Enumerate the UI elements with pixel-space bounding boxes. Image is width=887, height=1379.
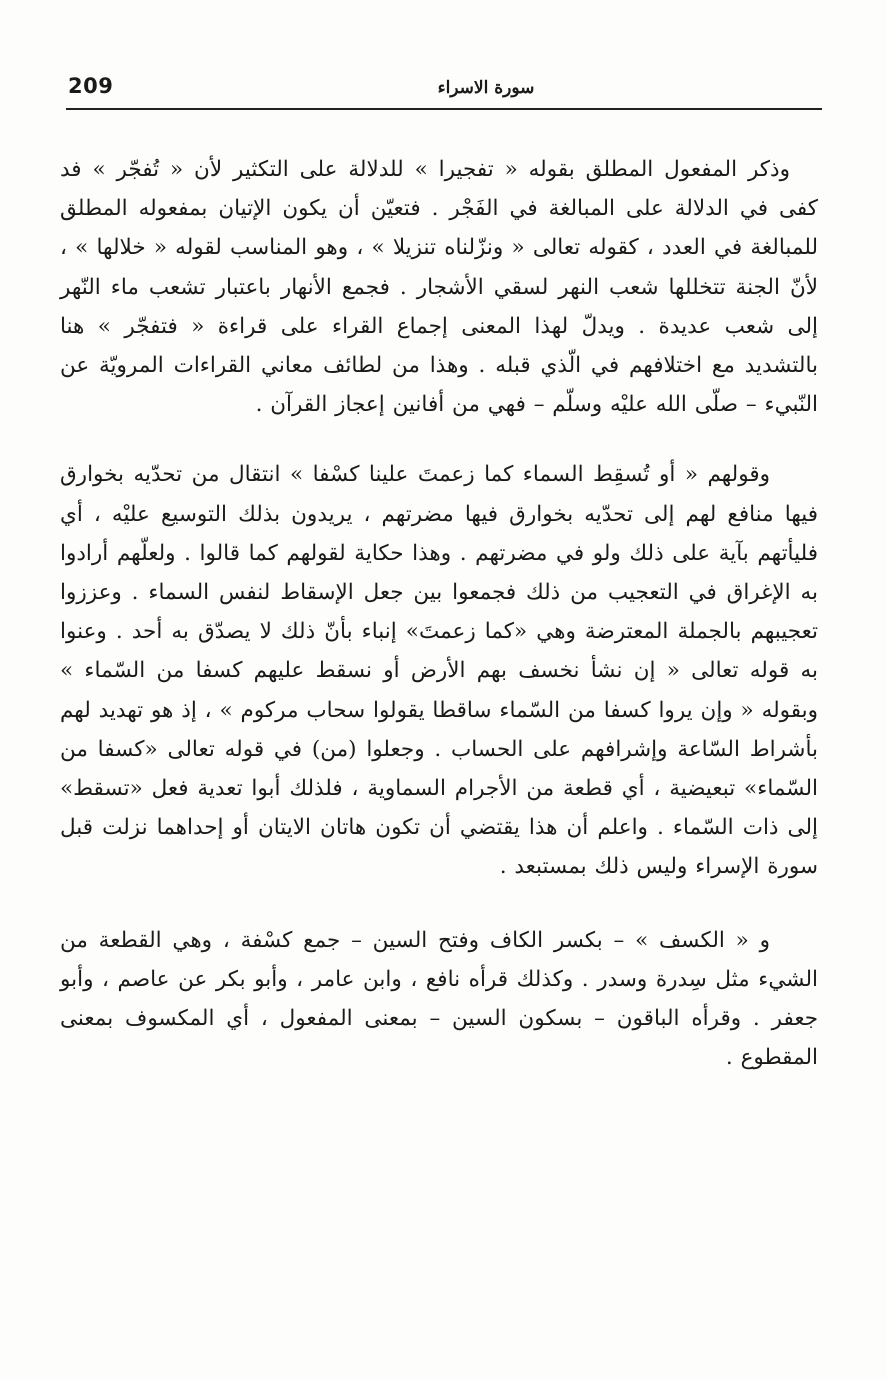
paragraph: وذكر المفعول المطلق بقوله « تفجيرا » للدلالة على التكثير لأن « تُفجّر » فد كفى في الدلالة على المبالغة في الفَجْر . فتعيّن أن يكون الإتيان بمفعوله المطلق للمبالغة في العدد ، كقوله تعالى « ونزّلناه تنزيلا » ، وهو المناسب لقوله « خلالها » ، لأنّ الجنة تتخللها شعب النهر لسقي الأشجار . فجمع الأنهار باعتبار تشعب ماء النّهر إلى شعب عديدة . ويدلّ لهذا المعنى إجماع القراء على قراءة « فتفجّر » هنا بالتشديد مع اختلافهم في الّذي قبله . وهذا من لطائف معاني القراءات المرويّة عن النّبيء – صلّى الله عليْه وسلّم – فهي من أفانين إعجاز القرآن . <box>60 157 818 418</box>
page-body <box>60 150 818 1077</box>
page-header <box>66 72 822 110</box>
paragraph: و « الكسف » – بكسر الكاف وفتح السين – جمع كسْفة ، وهي القطعة من الشيء مثل سِدرة وسدر . وكذلك قرأه نافع ، وابن عامر ، وأبو بكر عن عاصم ، وأبو جعفر . وقرأه الباقون – بسكون السين – بمعنى المفعول ، أي المكسوف بمعنى المقطوع . <box>60 927 818 1071</box>
running-title: سورة الاسراء <box>437 78 535 98</box>
paragraph: وقولهم « أو تُسقِط السماء كما زعمتَ علينا كسْفا » انتقال من تحدّيه بخوارق فيها منافع لهم إلى تحدّيه بخوارق فيها مضرتهم ، يريدون بذلك التوسيع عليْه ، أي فليأتهم بآية على ذلك ولو في مضرتهم . وهذا حكاية لقولهم كما قالوا . ولعلّهم أرادوا به الإغراق في التعجيب من ذلك فجمعوا بين جعل الإسقاط لنفس السماء . وعززوا تعجيبهم بالجملة المعترضة وهي «كما زعمتَ» إنباء بأنّ ذلك لا يصدّق به أحد . وعنوا به قوله تعالى « إن نشأ نخسف بهم الأرض أو نسقط عليهم كسفا من السّماء » وبقوله « وإن يروا كسفا من السّماء ساقطا يقولوا سحاب مركوم » ، إذ هو تهديد لهم بأشراط السّاعة وإشرافهم على الحساب . وجعلوا (من) في قوله تعالى «كسفا من السّماء» تبعيضية ، أي قطعة من الأجرام السماوية ، فلذلك أبوا تعدية فعل «تسقط» إلى ذات السّماء . واعلم أن هذا يقتضي أن تكون هاتان الايتان أو إحداهما نزلت قبل سورة الإسراء وليس ذلك بمستبعد . <box>60 462 818 880</box>
page-number: 209 <box>68 74 114 98</box>
